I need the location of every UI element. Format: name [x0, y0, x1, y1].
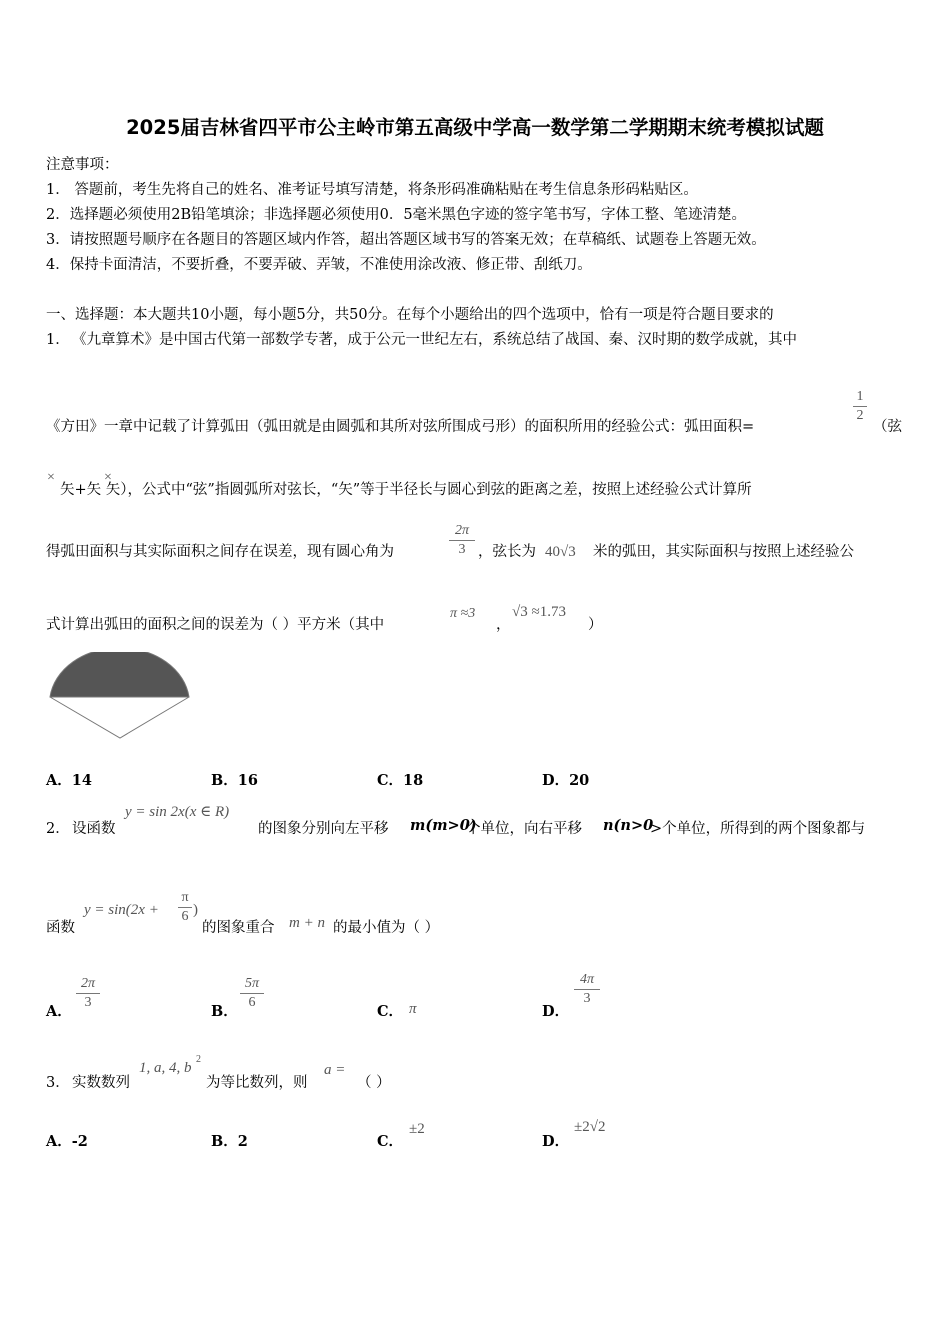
- arc-field-figure: [46, 652, 194, 744]
- q2-mid2: 个单位，向右平移: [466, 821, 582, 837]
- frac-num: π: [181, 890, 189, 905]
- segment-fill: [50, 652, 189, 697]
- sequence: 1, a, 4, b: [139, 1060, 192, 1076]
- frac-bar: [240, 993, 264, 994]
- q1-line1: 《九章算术》是中国古代第一部数学专著，成于公元一世纪左右，系统总结了战国、秦、汉时期的数学成就，其中: [72, 332, 797, 348]
- frac-den: 3: [84, 995, 92, 1010]
- q2-number: 2．: [46, 821, 70, 837]
- frac-num: 2π: [80, 976, 95, 991]
- q1-option-a[interactable]: A．14: [46, 772, 92, 789]
- q1-option-b[interactable]: B．16: [211, 772, 258, 789]
- q1-line5-end: ）: [588, 617, 603, 633]
- frac-bar: [853, 406, 867, 407]
- frac-bar: [449, 540, 475, 541]
- page-title: 2025届吉林省四平市公主岭市第五高级中学高一数学第二学期期末统考模拟试题: [126, 116, 824, 139]
- frac-bar: [178, 907, 192, 908]
- frac-num: 1: [856, 389, 864, 404]
- q2-line2b: 的图象重合: [202, 920, 275, 936]
- q1-option-d[interactable]: D．20: [542, 772, 590, 789]
- frac-den: 3: [458, 542, 466, 557]
- half-fraction: [853, 389, 867, 424]
- q1-line2: 《方田》一章中记载了计算弧田（弧田就是由圆弧和其所对弦所围成弓形）的面积所用的经验公式：弧田面积=: [46, 419, 755, 435]
- q2-option-c-label[interactable]: C．: [377, 1003, 404, 1020]
- q3-pre: 实数数列: [72, 1075, 130, 1091]
- times-icon: ×: [47, 470, 55, 485]
- frac-den: 6: [181, 909, 189, 924]
- note-item: 2．选择题必须使用2B铅笔填涂；非选择题必须使用0．5毫米黑色字迹的签字笔书写，字体工整、笔迹清楚。: [46, 207, 747, 223]
- frac-num: 5π: [244, 976, 259, 991]
- q1-line4c: 米的弧田，其实际面积与按照上述经验公: [593, 544, 854, 560]
- frac-den: 3: [583, 991, 591, 1006]
- q3-post: （ ）: [357, 1075, 391, 1091]
- times-icon: ×: [104, 470, 112, 485]
- q1-line2-end: （弦: [873, 419, 902, 435]
- q1-number: 1．: [46, 332, 70, 348]
- q2-mid3: >个单位，所得到的两个图象都与: [650, 821, 866, 837]
- q2-func2-close: ): [193, 902, 198, 918]
- q2-line2c: 的最小值为（ ）: [333, 920, 440, 936]
- q1-line3: 矢+矢 矢），公式中“弦”指圆弧所对弦长，“矢”等于半径长与圆心到弦的距离之差，按照上述经验公式计算所: [60, 482, 752, 498]
- q2-func1: y = sin 2x(x ∈ R): [125, 804, 230, 820]
- q2-mid: 的图象分别向左平移: [258, 821, 389, 837]
- pi-approx: π ≈3: [450, 606, 476, 621]
- note-item: 4．保持卡面清洁，不要折叠，不要弄破、弄皱，不准使用涂改液、修正带、刮纸刀。: [46, 257, 592, 273]
- q2-pre: 设函数: [72, 821, 116, 837]
- q1-line4: 得弧田面积与其实际面积之间存在误差，现有圆心角为: [46, 544, 394, 560]
- n-expr: n(n>0: [603, 817, 654, 834]
- m-expr: m(m>0): [410, 817, 477, 834]
- frac-den: 2: [856, 408, 864, 423]
- q2-option-b-value: [240, 976, 264, 1011]
- q3-number: 3．: [46, 1075, 70, 1091]
- q1-line4b: ，弦长为: [478, 544, 536, 560]
- q3-option-c[interactable]: C．: [377, 1133, 404, 1150]
- superscript: 2: [196, 1054, 201, 1065]
- chord-length: 40√3: [545, 544, 576, 560]
- sqrt-approx: √3 ≈1.73: [512, 604, 566, 620]
- q2-func2: y = sin(2x +: [84, 902, 159, 918]
- q2-option-a-value: [76, 976, 100, 1011]
- m-plus-n: m + n: [289, 915, 325, 931]
- a-equals: a =: [324, 1062, 346, 1078]
- q3-option-c-value: ±2: [409, 1121, 425, 1137]
- q3-mid: 为等比数列，则: [206, 1075, 308, 1091]
- q2-option-c-value: π: [409, 1001, 417, 1017]
- section-heading: 一、选择题：本大题共10小题，每小题5分，共50分。在每个小题给出的四个选项中，恰有一项是符合题目要求的: [46, 307, 774, 323]
- q1-option-c[interactable]: C．18: [377, 772, 424, 789]
- q2-option-b-label[interactable]: B．: [211, 1003, 238, 1020]
- q3-option-b[interactable]: B．2: [211, 1133, 248, 1150]
- q3-option-d-value: ±2√2: [574, 1119, 606, 1135]
- frac-bar: [76, 993, 100, 994]
- frac-bar: [574, 989, 600, 990]
- q2-option-d-label[interactable]: D．: [542, 1003, 570, 1020]
- q1-line5: 式计算出弧田的面积之间的误差为（ ）平方米（其中: [46, 617, 385, 633]
- frac-num: 2π: [454, 523, 469, 538]
- q2-line2: 函数: [46, 920, 75, 936]
- note-item: 3．请按照题号顺序在各题目的答题区域内作答，超出答题区域书写的答案无效；在草稿纸、试题卷上答题无效。: [46, 232, 766, 248]
- radius-lines: [50, 697, 189, 738]
- frac-den: 6: [248, 995, 256, 1010]
- note-item: 1． 答题前，考生先将自己的姓名、准考证号填写清楚，将条形码准确粘贴在考生信息条形码粘贴区。: [46, 182, 698, 198]
- q3-option-d[interactable]: D．: [542, 1133, 570, 1150]
- q3-option-a[interactable]: A．-2: [46, 1133, 88, 1150]
- notes-heading: 注意事项：: [46, 157, 119, 173]
- q2-option-d-value: [574, 972, 600, 1007]
- angle-fraction: [449, 523, 475, 558]
- separator: ，: [496, 617, 511, 633]
- func2-fraction: [178, 890, 192, 925]
- frac-num: 4π: [579, 972, 594, 987]
- q2-option-a-label[interactable]: A．: [46, 1003, 72, 1020]
